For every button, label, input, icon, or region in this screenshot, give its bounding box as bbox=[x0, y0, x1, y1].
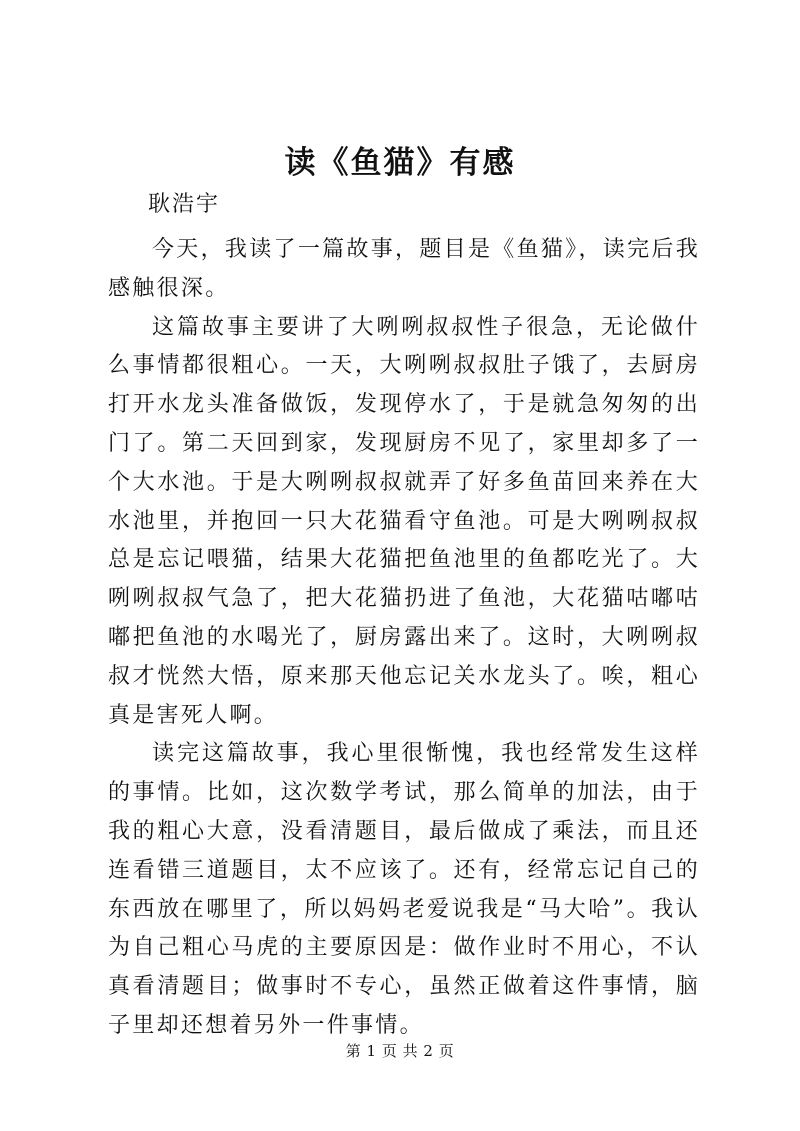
paragraph-2: 这篇故事主要讲了大咧咧叔叔性子很急，无论做什么事情都很粗心。一天，大咧咧叔叔肚子饿了，去厨房打开水龙头准备做饭，发现停水了，于是就急匆匆的出门了。第二天回到家，发现厨房不见了，家里却多了一个大水池。于是大咧咧叔叔就弄了好多鱼苗回来养在大水池里，并抱回一只大花猫看守鱼池。可是大咧咧叔叔总是忘记喂猫，结果大花猫把鱼池里的鱼都吃光了。大咧咧叔叔气急了，把大花猫扔进了鱼池，大花猫咕嘟咕嘟把鱼池的水喝光了，厨房露出来了。这时，大咧咧叔叔才恍然大悟，原来那天他忘记关水龙头了。唉，粗心真是害死人啊。 bbox=[108, 314, 700, 728]
page-number-footer: 第 1 页 共 2 页 bbox=[345, 1042, 455, 1060]
paragraph-1: 今天，我读了一篇故事，题目是《鱼猫》，读完后我感触很深。 bbox=[108, 237, 700, 301]
author-name: 耿浩宇 bbox=[148, 192, 221, 217]
document-body bbox=[108, 187, 700, 1046]
paragraph-3: 读完这篇故事，我心里很惭愧，我也经常发生这样的事情。比如，这次数学考试，那么简单的加法，由于我的粗心大意，没看清题目，最后做成了乘法，而且还连看错三道题目，太不应该了。还有，经常忘记自己的东西放在哪里了，所以妈妈老爱说我是“马大哈”。我认为自己粗心马虎的主要原因是：做作业时不用心，不认真看清题目；做事时不专心，虽然正做着这件事情，脑子里却还想着另外一件事情。 bbox=[108, 741, 700, 1038]
page-title: 读《鱼猫》有感 bbox=[284, 145, 516, 181]
